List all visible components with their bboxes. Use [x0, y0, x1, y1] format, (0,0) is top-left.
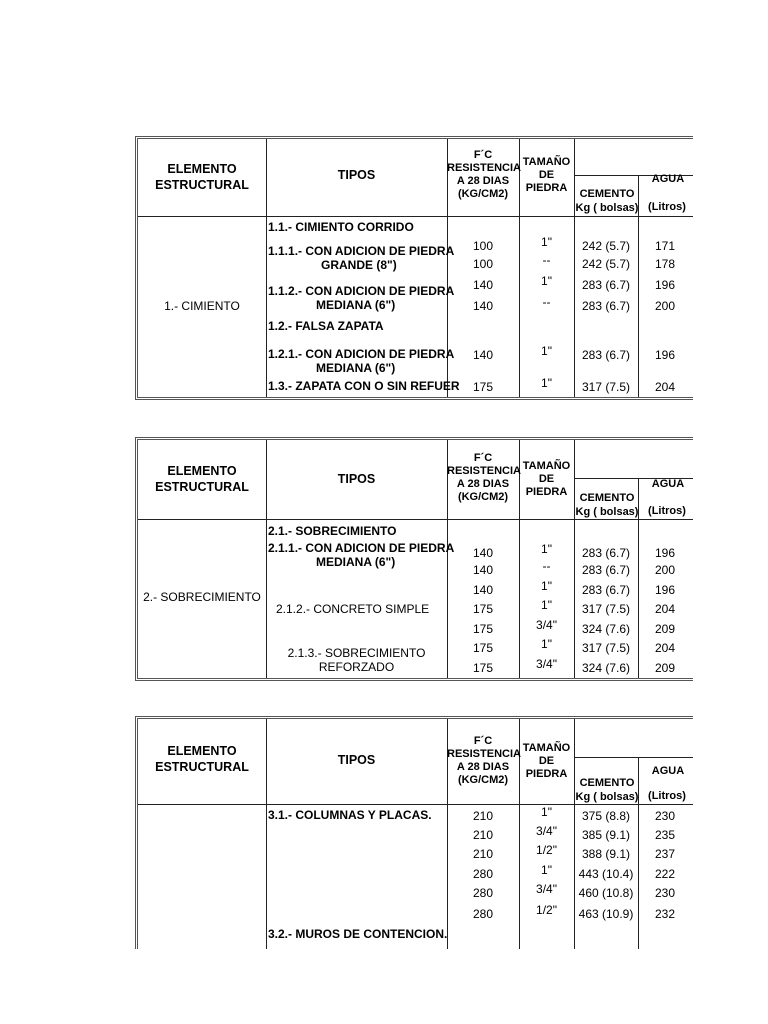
- header-elemento: ELEMENTO ESTRUCTURAL: [155, 162, 249, 192]
- fc-value: 140: [472, 348, 494, 362]
- header-agua: AGUA: [651, 173, 685, 185]
- tamano-value: 1": [541, 235, 552, 249]
- tamano-value: --: [542, 559, 551, 573]
- tamano-value: 1": [541, 598, 552, 612]
- agua-value: 230: [654, 809, 676, 823]
- tamano-value: 3/4": [536, 882, 557, 896]
- element-label: 1.- CIMIENTO: [164, 299, 240, 313]
- tamano-value: --: [542, 253, 551, 267]
- header-cemento: CEMENTO Kg ( bolsas): [575, 188, 639, 214]
- header-litros: (Litros): [648, 790, 686, 802]
- agua-value: 196: [654, 583, 676, 597]
- cemento-value: 317 (7.5): [581, 380, 631, 394]
- type-label: REFORZADO: [318, 660, 395, 674]
- table-columnas: [135, 716, 693, 949]
- header-tipos: TIPOS: [337, 753, 376, 767]
- cemento-value: 283 (6.7): [581, 278, 631, 292]
- type-label: 2.1.3.- SOBRECIMIENTO: [287, 646, 426, 660]
- type-label: MEDIANA (6"): [316, 298, 396, 312]
- tamano-value: 1/2": [536, 843, 557, 857]
- type-label: MEDIANA (6"): [316, 361, 396, 375]
- fc-value: 140: [472, 278, 494, 292]
- header-agua: AGUA: [651, 478, 685, 490]
- type-label: MEDIANA (6"): [316, 555, 396, 569]
- tamano-value: 1": [541, 542, 552, 556]
- fc-value: 280: [472, 907, 494, 921]
- header-cemento: CEMENTO Kg ( bolsas): [575, 492, 639, 518]
- agua-value: 235: [654, 828, 676, 842]
- cemento-value: 443 (10.4): [578, 867, 634, 881]
- cemento-value: 324 (7.6): [581, 622, 631, 636]
- type-label: 1.2.1.- CON ADICION DE PIEDRA: [268, 347, 455, 361]
- tamano-value: 1": [541, 344, 552, 358]
- agua-value: 222: [654, 867, 676, 881]
- agua-value: 204: [654, 641, 676, 655]
- agua-value: 196: [654, 348, 676, 362]
- agua-value: 200: [654, 563, 676, 577]
- agua-value: 230: [654, 886, 676, 900]
- fc-value: 175: [472, 602, 494, 616]
- header-litros: (Litros): [648, 505, 686, 517]
- cemento-value: 375 (8.8): [581, 809, 631, 823]
- tamano-value: 1/2": [536, 903, 557, 917]
- cemento-value: 283 (6.7): [581, 299, 631, 313]
- cemento-value: 283 (6.7): [581, 546, 631, 560]
- table-cimiento: [135, 136, 693, 400]
- tamano-value: 3/4": [536, 824, 557, 838]
- fc-value: 100: [472, 257, 494, 271]
- type-label: 1.1.2.- CON ADICION DE PIEDRA: [268, 284, 455, 298]
- fc-value: 140: [472, 583, 494, 597]
- cemento-value: 463 (10.9): [578, 907, 634, 921]
- fc-value: 175: [472, 380, 494, 394]
- fc-value: 100: [472, 239, 494, 253]
- header-tamano: TAMAÑO DE PIEDRA: [522, 156, 571, 194]
- cemento-value: 324 (7.6): [581, 661, 631, 675]
- type-label: 2.1.- SOBRECIMIENTO: [268, 524, 397, 538]
- header-tipos: TIPOS: [337, 472, 376, 486]
- type-label: 1.1.- CIMIENTO CORRIDO: [268, 220, 414, 234]
- header-tipos: TIPOS: [337, 168, 376, 182]
- agua-value: 178: [654, 257, 676, 271]
- fc-value: 175: [472, 661, 494, 675]
- type-label: 1.2.- FALSA ZAPATA: [268, 319, 384, 333]
- tamano-value: --: [542, 295, 551, 309]
- header-cemento: CEMENTO Kg ( bolsas): [575, 777, 639, 803]
- cemento-value: 317 (7.5): [581, 641, 631, 655]
- agua-value: 232: [654, 907, 676, 921]
- agua-value: 209: [654, 622, 676, 636]
- cemento-value: 388 (9.1): [581, 847, 631, 861]
- type-label: 2.1.2.- CONCRETO SIMPLE: [276, 602, 430, 616]
- cemento-value: 385 (9.1): [581, 828, 631, 842]
- tamano-value: 1": [541, 637, 552, 651]
- agua-value: 204: [654, 380, 676, 394]
- fc-value: 140: [472, 546, 494, 560]
- cemento-value: 283 (6.7): [581, 563, 631, 577]
- tamano-value: 1": [541, 376, 552, 390]
- agua-value: 171: [654, 239, 676, 253]
- header-elemento: ELEMENTO ESTRUCTURAL: [155, 464, 249, 494]
- tamano-value: 1": [541, 274, 552, 288]
- header-agua: AGUA: [651, 765, 685, 777]
- agua-value: 196: [654, 278, 676, 292]
- cemento-value: 283 (6.7): [581, 583, 631, 597]
- fc-value: 210: [472, 828, 494, 842]
- fc-value: 175: [472, 641, 494, 655]
- fc-value: 280: [472, 867, 494, 881]
- header-fc: F´C RESISTENCIA A 28 DIAS (KG/CM2): [447, 149, 521, 200]
- agua-value: 209: [654, 661, 676, 675]
- fc-value: 210: [472, 809, 494, 823]
- type-label: 2.1.1.- CON ADICION DE PIEDRA: [268, 541, 455, 555]
- header-fc: F´C RESISTENCIA A 28 DIAS (KG/CM2): [447, 735, 521, 786]
- tamano-value: 3/4": [536, 618, 557, 632]
- fc-value: 175: [472, 622, 494, 636]
- agua-value: 200: [654, 299, 676, 313]
- cemento-value: 283 (6.7): [581, 348, 631, 362]
- agua-value: 237: [654, 847, 676, 861]
- type-label: 1.1.1.- CON ADICION DE PIEDRA: [268, 244, 455, 258]
- tamano-value: 3/4": [536, 657, 557, 671]
- cemento-value: 242 (5.7): [581, 257, 631, 271]
- type-label: GRANDE (8"): [321, 258, 397, 272]
- cemento-value: 317 (7.5): [581, 602, 631, 616]
- fc-value: 140: [472, 299, 494, 313]
- fc-value: 210: [472, 847, 494, 861]
- fc-value: 140: [472, 563, 494, 577]
- fc-value: 280: [472, 886, 494, 900]
- tamano-value: 1": [541, 805, 552, 819]
- header-elemento: ELEMENTO ESTRUCTURAL: [155, 744, 249, 774]
- header-fc: F´C RESISTENCIA A 28 DIAS (KG/CM2): [447, 452, 521, 503]
- header-tamano: TAMAÑO DE PIEDRA: [522, 460, 571, 498]
- type-label: 3.1.- COLUMNAS Y PLACAS.: [268, 808, 432, 822]
- table-sobrecimiento: [135, 437, 693, 681]
- tamano-value: 1": [541, 863, 552, 877]
- element-label: 2.- SOBRECIMIENTO: [143, 590, 261, 604]
- cemento-value: 242 (5.7): [581, 239, 631, 253]
- type-label: 3.2.- MUROS DE CONTENCION.: [268, 927, 448, 941]
- header-litros: (Litros): [648, 201, 686, 213]
- tamano-value: 1": [541, 579, 552, 593]
- agua-value: 204: [654, 602, 676, 616]
- type-label: 1.3.- ZAPATA CON O SIN REFUER: [268, 379, 460, 393]
- header-tamano: TAMAÑO DE PIEDRA: [522, 742, 571, 780]
- cemento-value: 460 (10.8): [578, 886, 634, 900]
- agua-value: 196: [654, 546, 676, 560]
